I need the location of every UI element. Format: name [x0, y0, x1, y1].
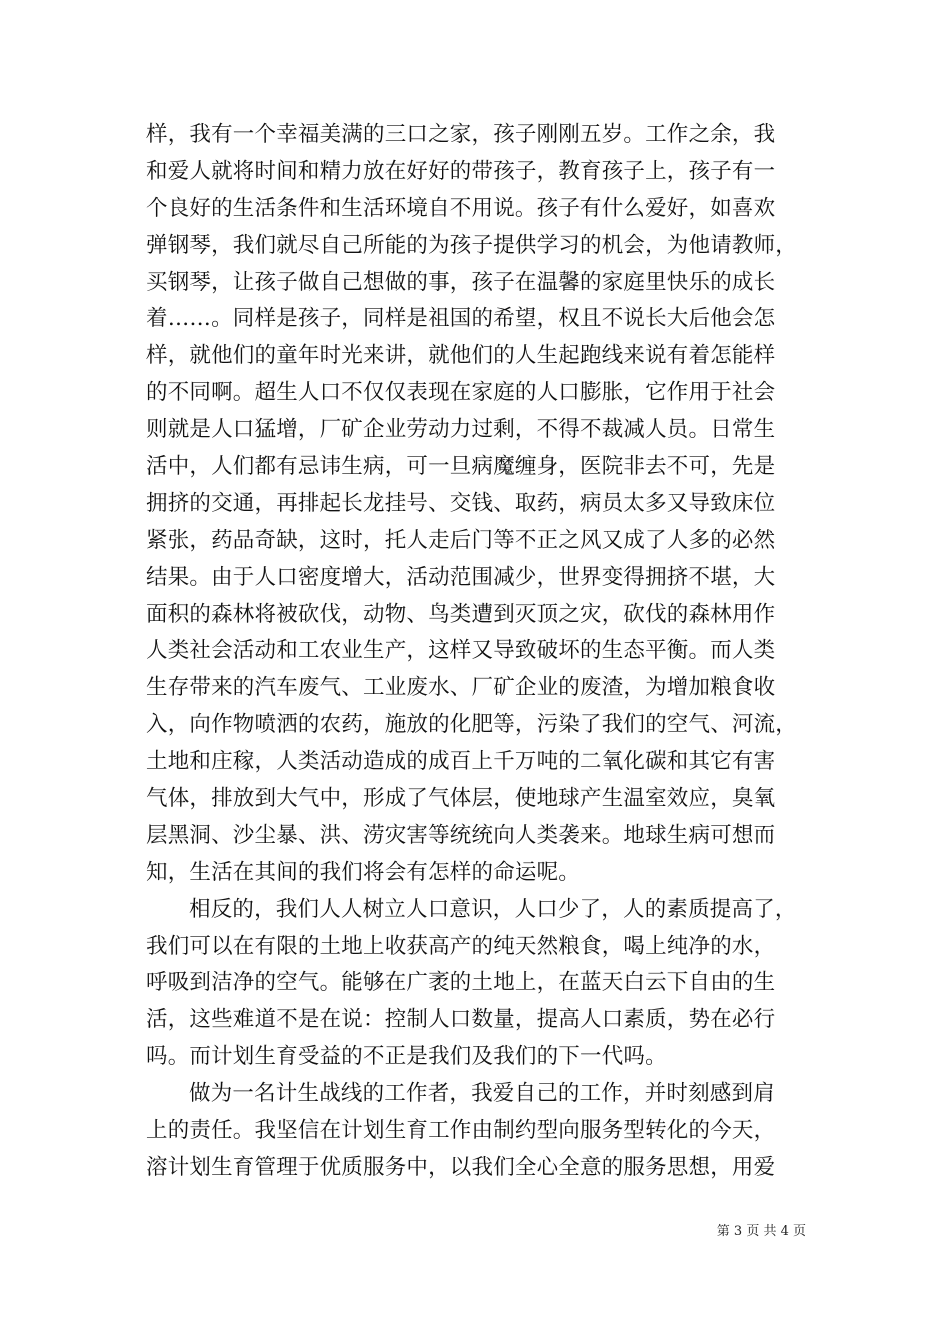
text-line: 入，向作物喷洒的农药，施放的化肥等，污染了我们的空气、河流，: [146, 712, 798, 738]
text-line: 紧张，药品奇缺，这时，托人走后门等不正之风又成了人多的必然: [146, 527, 776, 553]
page-footer: 第 3 页 共 4 页: [716, 1224, 806, 1239]
text-line: 做为一名计生战线的工作者，我爱自己的工作，并时刻感到肩: [189, 1081, 775, 1107]
text-line: 弹钢琴，我们就尽自己所能的为孩子提供学习的机会，为他请教师，: [146, 232, 798, 258]
text-line: 层黑洞、沙尘暴、洪、涝灾害等统统向人类袭来。地球生病可想而: [146, 822, 776, 848]
text-line: 个良好的生活条件和生活环境自不用说。孩子有什么爱好，如喜欢: [146, 195, 776, 221]
text-line: 人类社会活动和工农业生产，这样又导致破坏的生态平衡。而人类: [146, 638, 776, 664]
text-line: 土地和庄稼，人类活动造成的成百上千万吨的二氧化碳和其它有害: [146, 749, 776, 775]
text-line: 生存带来的汽车废气、工业废水、厂矿企业的废渣，为增加粮食收: [146, 675, 776, 701]
text-line: 买钢琴，让孩子做自己想做的事，孩子在温馨的家庭里快乐的成长: [146, 269, 776, 295]
text-line: 知，生活在其间的我们将会有怎样的命运呢。: [146, 859, 581, 885]
text-line: 着……。同样是孩子，同样是祖国的希望，权且不说长大后他会怎: [146, 306, 776, 332]
text-line: 则就是人口猛增，厂矿企业劳动力过剩，不得不裁减人员。日常生: [146, 417, 776, 443]
text-line: 气体，排放到大气中，形成了气体层，使地球产生温室效应，臭氧: [146, 786, 776, 812]
text-line: 上的责任。我坚信在计划生育工作由制约型向服务型转化的今天，: [146, 1118, 776, 1144]
text-line: 和爱人就将时间和精力放在好好的带孩子，教育孩子上，孩子有一: [146, 158, 776, 184]
text-line: 相反的，我们人人树立人口意识，人口少了，人的素质提高了，: [189, 896, 797, 922]
text-line: 面积的森林将被砍伐，动物、鸟类遭到灭顶之灾，砍伐的森林用作: [146, 601, 776, 627]
text-line: 呼吸到洁净的空气。能够在广袤的土地上，在蓝天白云下自由的生: [146, 970, 776, 996]
text-line: 样，我有一个幸福美满的三口之家，孩子刚刚五岁。工作之余，我: [146, 122, 776, 147]
text-line: 样，就他们的童年时光来讲，就他们的人生起跑线来说有着怎能样: [146, 343, 776, 369]
text-line: 活中，人们都有忌讳生病，可一旦病魔缠身，医院非去不可，先是: [146, 454, 776, 480]
text-line: 吗。而计划生育受益的不正是我们及我们的下一代吗。: [146, 1044, 667, 1070]
text-line: 活，这些难道不是在说：控制人口数量，提高人口素质，势在必行: [146, 1007, 776, 1033]
text-line: 的不同啊。超生人口不仅仅表现在家庭的人口膨胀，它作用于社会: [146, 380, 776, 406]
text-line: 拥挤的交通，再排起长龙挂号、交钱、取药，病员太多又导致床位: [146, 490, 776, 516]
document-body: [146, 117, 808, 1187]
text-line: 我们可以在有限的土地上收获高产的纯天然粮食，喝上纯净的水，: [146, 933, 776, 959]
text-line: 溶计划生育管理于优质服务中，以我们全心全意的服务思想，用爱: [146, 1154, 776, 1180]
text-line: 结果。由于人口密度增大，活动范围减少，世界变得拥挤不堪，大: [146, 564, 776, 590]
